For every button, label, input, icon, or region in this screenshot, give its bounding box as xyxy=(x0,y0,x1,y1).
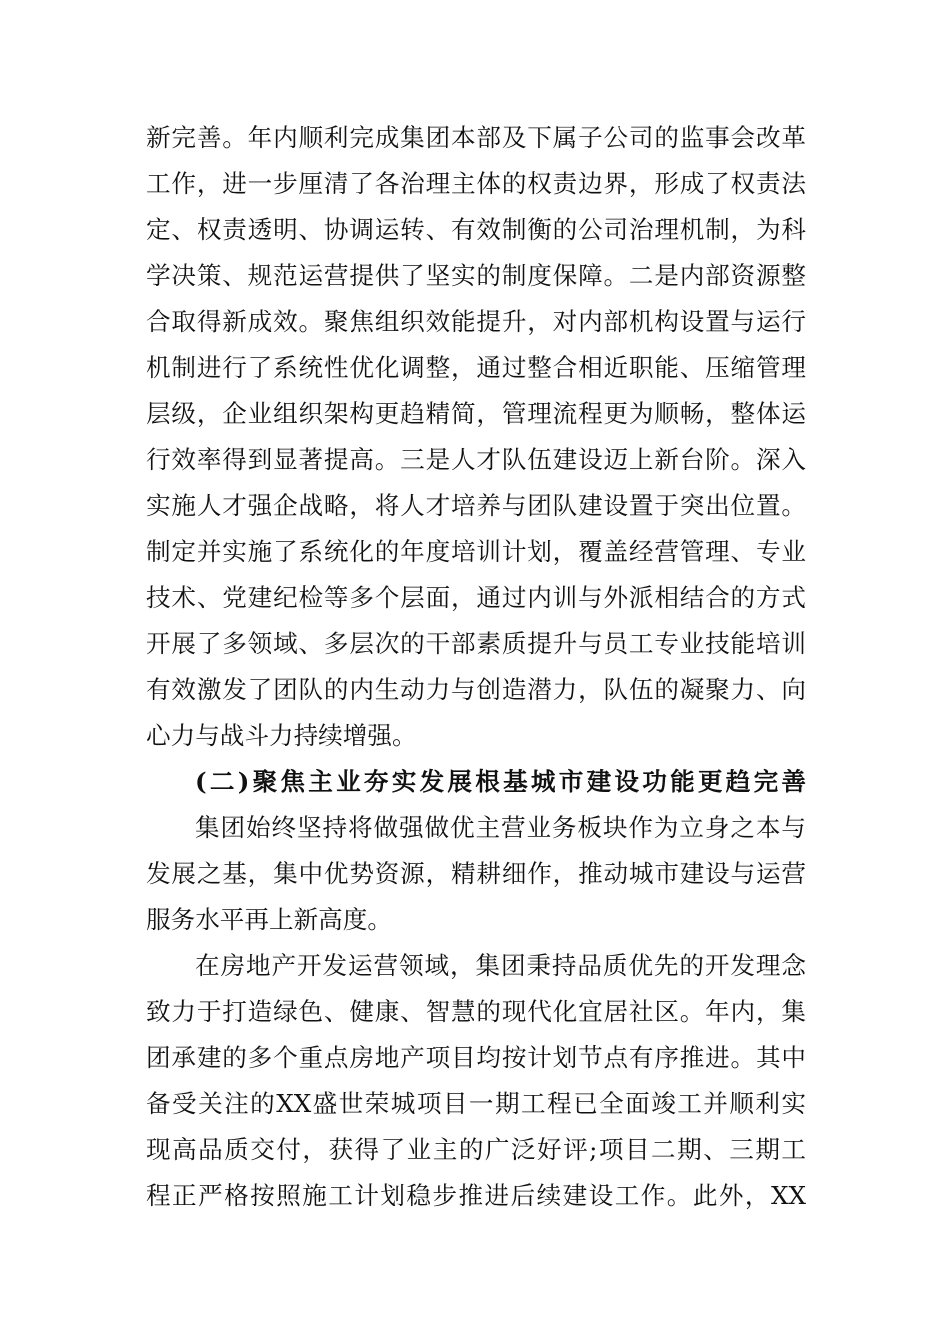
paragraph-1-line-5: 合取得新成效。聚焦组织效能提升，对内部机构设置与运行 xyxy=(146,307,806,336)
paragraph-1-line-4: 学决策、规范运营提供了坚实的制度保障。二是内部资源整 xyxy=(146,261,806,290)
paragraph-1-line-11: 技术、党建纪检等多个层面，通过内训与外派相结合的方式 xyxy=(146,583,806,612)
paragraph-2-line-2: 发展之基，集中优势资源，精耕细作，推动城市建设与运营 xyxy=(146,859,806,888)
paragraph-1-line-7: 层级，企业组织架构更趋精简，管理流程更为顺畅，整体运 xyxy=(146,399,806,428)
paragraph-2-line-1: 集团始终坚持将做强做优主营业务板块作为立身之本与 xyxy=(195,813,806,842)
paragraph-3-line-4: 备受关注的XX盛世荣城项目一期工程已全面竣工并顺利实 xyxy=(146,1089,806,1118)
paragraph-3-line-5: 现高品质交付，获得了业主的广泛好评;项目二期、三期工 xyxy=(146,1135,806,1164)
paragraph-1-line-2: 工作，进一步厘清了各治理主体的权责边界，形成了权责法 xyxy=(146,169,806,198)
paragraph-3-line-2: 致力于打造绿色、健康、智慧的现代化宜居社区。年内，集 xyxy=(146,997,806,1026)
paragraph-1-line-8: 行效率得到显著提高。三是人才队伍建设迈上新台阶。深入 xyxy=(146,445,806,474)
paragraph-2-line-3: 服务水平再上新高度。 xyxy=(146,905,392,934)
paragraph-1-line-10: 制定并实施了系统化的年度培训计划，覆盖经营管理、专业 xyxy=(146,537,806,566)
paragraph-1-line-9: 实施人才强企战略，将人才培养与团队建设置于突出位置。 xyxy=(146,491,806,520)
paragraph-1-line-1: 新完善。年内顺利完成集团本部及下属子公司的监事会改革 xyxy=(146,123,806,152)
paragraph-3-line-6: 程正严格按照施工计划稳步推进后续建设工作。此外，XX xyxy=(146,1181,806,1210)
paragraph-1-line-6: 机制进行了系统性优化调整，通过整合相近职能、压缩管理 xyxy=(146,353,806,382)
section-heading: (二)聚焦主业夯实发展根基城市建设功能更趋完善 xyxy=(195,767,806,796)
paragraph-3-line-3: 团承建的多个重点房地产项目均按计划节点有序推进。其中 xyxy=(146,1043,806,1072)
paragraph-3-line-1: 在房地产开发运营领域，集团秉持品质优先的开发理念 xyxy=(195,951,806,980)
paragraph-1-line-3: 定、权责透明、协调运转、有效制衡的公司治理机制，为科 xyxy=(146,215,806,244)
paragraph-1-line-14: 心力与战斗力持续增强。 xyxy=(146,721,417,750)
paragraph-1-line-13: 有效激发了团队的内生动力与创造潜力，队伍的凝聚力、向 xyxy=(146,675,806,704)
paragraph-1-line-12: 开展了多领域、多层次的干部素质提升与员工专业技能培训 xyxy=(146,629,806,658)
